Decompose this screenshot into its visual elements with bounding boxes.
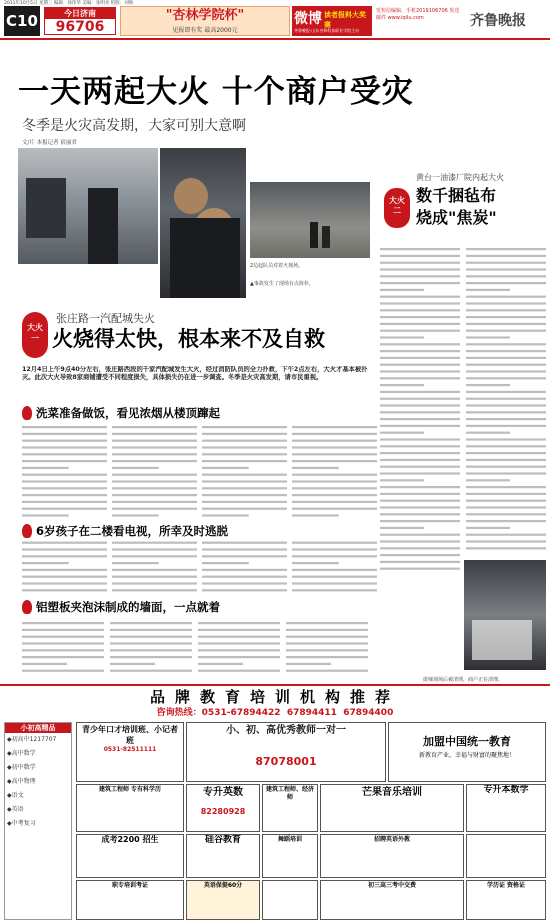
sidebar-head: 小初高精品 (5, 723, 71, 733)
story1-kicker: 张庄路一汽配城失火 (56, 312, 155, 325)
story2-title-2: 烧成"焦炭" (416, 208, 497, 227)
text-line (466, 268, 546, 270)
text-line (22, 487, 107, 489)
ad-english-60[interactable]: 英语保提60分 (186, 880, 260, 920)
ad-math-upgrade[interactable]: 专升本数学 (466, 784, 546, 832)
text-line (380, 350, 460, 352)
text-line (380, 364, 460, 366)
photo-caption-2: ▲事故发生了现场有点简朴。 (250, 281, 314, 287)
text-line (202, 460, 287, 462)
text-line (22, 589, 107, 591)
text-line (292, 569, 377, 571)
text-line (22, 480, 107, 482)
weibo-sub: 齐鲁晚报·山东杏林科技职业学院主办 (294, 28, 360, 33)
ads-phones: 咨询热线：0531-67894422 67894411 67894400 (156, 708, 394, 718)
text-line (380, 248, 460, 250)
ad-foreign-teacher[interactable]: 招聘英语外教 (320, 834, 464, 878)
text-line (380, 411, 460, 413)
text-line (22, 555, 107, 557)
text-line (22, 460, 107, 462)
text-line (380, 438, 460, 440)
text-line (22, 656, 104, 658)
weibo-label: 微博 (294, 11, 322, 27)
text-line (380, 432, 424, 434)
text-line (198, 663, 243, 665)
text-line (198, 629, 280, 631)
flame-icon (22, 406, 32, 420)
text-line (110, 663, 155, 665)
text-line (112, 569, 197, 571)
text-line (466, 425, 546, 427)
text-line (380, 445, 460, 447)
text-line (202, 440, 287, 442)
text-line (110, 656, 192, 658)
text-line (292, 426, 377, 428)
text-line (22, 453, 107, 455)
text-line (202, 426, 287, 428)
text-line (22, 629, 104, 631)
text-line (380, 493, 460, 495)
text-line (380, 384, 424, 386)
story2-header (368, 168, 548, 238)
text-line (202, 514, 249, 516)
sidebar-item[interactable]: ◆高中物理 (7, 778, 36, 785)
text-line (22, 514, 69, 516)
text-line (198, 656, 280, 658)
ad-engineering[interactable]: 建筑工程师 专有科学历 (76, 784, 184, 832)
ad-engineering-2[interactable]: 建筑工程师、经济师 (262, 784, 318, 832)
text-line (22, 622, 104, 624)
ad-silicon-valley[interactable]: 硅谷教育 (186, 834, 260, 878)
text-line (466, 432, 510, 434)
text-line (466, 302, 546, 304)
text-line (380, 255, 460, 257)
text-line (286, 629, 368, 631)
text-line (112, 576, 197, 578)
page-number: C10 (4, 6, 40, 36)
story1-tag: 大火 一 (22, 312, 48, 358)
main-headline: 一天两起大火 十个商户受灾 (18, 74, 414, 110)
text-line (380, 330, 460, 332)
ad-math-upgrade-2[interactable] (466, 834, 546, 878)
text-line (286, 663, 331, 665)
text-line (112, 446, 197, 448)
text-line (112, 433, 197, 435)
text-line (292, 589, 377, 591)
text-line (466, 527, 510, 529)
ads-banner: 品牌教育培训机构推荐 (149, 688, 400, 706)
text-line (380, 554, 460, 556)
sidebar-item[interactable]: ◆高中数学 (7, 750, 36, 757)
text-line (286, 642, 368, 644)
text-line (202, 555, 287, 557)
flame-icon (22, 600, 32, 614)
text-line (112, 474, 197, 476)
text-line (202, 562, 249, 564)
text-line (202, 501, 287, 503)
text-line (202, 487, 287, 489)
text-line (292, 460, 377, 462)
text-line (292, 494, 377, 496)
text-line (202, 480, 287, 482)
text-line (466, 384, 510, 386)
text-line (202, 446, 287, 448)
story1-lead: 12月4日上午9点40分左右，张庄路西段的千家汽配城发生大火，经过消防队员的全力扑救，下午2点左右，大火才基本被扑灭。此次大火导致8家商铺遭受不同程度损失，具体损失仍在进一步调查。冬季是火灾高发期，请市民重视。 (22, 366, 368, 381)
text-line (22, 569, 107, 571)
photo-caption-3: 废墟现场后被清理，商户正在清理。 (422, 677, 503, 683)
text-line (110, 622, 192, 624)
text-line (112, 542, 197, 544)
text-line (292, 548, 377, 550)
text-line (22, 542, 107, 544)
ad-kids-eloquence[interactable]: 青少年口才培训班、小记者班 0531-82511111 (76, 722, 184, 782)
text-line (466, 540, 546, 542)
text-line (380, 398, 460, 400)
text-line (466, 364, 546, 366)
text-line (22, 636, 104, 638)
text-line (292, 576, 377, 578)
text-line (466, 547, 546, 549)
text-line (466, 248, 546, 250)
text-line (466, 391, 546, 393)
text-line (110, 649, 192, 651)
column-name: 今日济南 (45, 8, 115, 19)
text-line (466, 370, 546, 372)
ad-certificates[interactable]: 学历证 资格证 (466, 880, 546, 920)
column-tag (44, 7, 116, 35)
story2-title-1: 数千捆毡布 (416, 186, 497, 205)
text-line (22, 663, 67, 665)
sidebar-item[interactable]: ◆英语 (7, 806, 24, 813)
text-line (380, 486, 460, 488)
subhead-2: 6岁孩子在二楼看电视，所幸及时逃脱 (22, 522, 292, 540)
text-line (380, 425, 460, 427)
text-line (112, 467, 159, 469)
sidebar-item[interactable]: ◆语文 (7, 792, 24, 799)
text-line (110, 670, 192, 672)
text-line (112, 426, 197, 428)
subhead-1: 洗菜准备做饭，看见浓烟从楼顶蹿起 (22, 404, 378, 422)
contest-title: "杏林学院杯" (165, 8, 245, 23)
text-line (466, 398, 546, 400)
text-line (380, 452, 460, 454)
text-line (286, 670, 368, 672)
text-line (112, 487, 197, 489)
text-line (466, 289, 510, 291)
text-line (380, 289, 424, 291)
text-line (466, 506, 546, 508)
text-line (22, 670, 104, 672)
text-line (22, 494, 107, 496)
text-line (380, 309, 460, 311)
text-line (110, 636, 192, 638)
ad-engineer-3[interactable] (262, 880, 318, 920)
text-line (292, 433, 377, 435)
text-line (466, 343, 546, 345)
text-line (380, 262, 460, 264)
text-line (22, 508, 107, 510)
text-line (466, 479, 510, 481)
text-line (380, 357, 460, 359)
text-line (110, 629, 192, 631)
text-line (380, 547, 460, 549)
text-line (112, 453, 197, 455)
text-line (466, 336, 510, 338)
text-line (22, 582, 107, 584)
text-line (292, 514, 339, 516)
text-line (380, 391, 460, 393)
text-line (202, 494, 287, 496)
text-line (380, 472, 460, 474)
text-line (202, 508, 287, 510)
ads-divider (0, 684, 550, 686)
text-line (466, 500, 546, 502)
text-line (292, 542, 377, 544)
text-line (198, 636, 280, 638)
text-line (380, 336, 424, 338)
text-line (466, 296, 546, 298)
text-line (202, 569, 287, 571)
text-line (466, 404, 546, 406)
text-line (466, 459, 546, 461)
text-line (292, 562, 339, 564)
text-line (380, 568, 460, 570)
text-line (22, 440, 107, 442)
text-line (466, 316, 546, 318)
ad-vocational[interactable]: 职专培训考证 (76, 880, 184, 920)
text-line (202, 474, 287, 476)
subhead-3: 铝塑板夹泡沫制成的墙面，一点就着 (22, 598, 292, 616)
text-line (202, 453, 287, 455)
text-line (198, 670, 280, 672)
text-line (380, 540, 460, 542)
text-line (202, 467, 249, 469)
text-line (466, 309, 546, 311)
text-line (380, 316, 460, 318)
text-line (466, 330, 546, 332)
text-line (22, 576, 107, 578)
byline: 文/片 本报记者 宿丽君 (22, 140, 77, 146)
text-line (198, 622, 280, 624)
fire-scene-photo-3 (464, 560, 546, 670)
text-line (380, 459, 460, 461)
text-line (112, 589, 197, 591)
ad-english-upgrade[interactable]: 专升英数 82280928 (186, 784, 260, 832)
text-line (466, 513, 546, 515)
story1-body-lines (22, 424, 378, 594)
text-line (466, 445, 546, 447)
text-line (466, 275, 546, 277)
weibo-contact: 发短信编辑、手机2019106706 发送邮件 www.iqilu.com (376, 8, 460, 21)
text-line (22, 501, 107, 503)
text-line (198, 642, 280, 644)
text-line (292, 582, 377, 584)
text-line (380, 282, 460, 284)
text-line (466, 438, 546, 440)
weibo-banner[interactable] (292, 6, 372, 36)
text-line (202, 542, 287, 544)
weibo-slogan: 读者报料大奖赛 (324, 11, 366, 29)
main-subheadline: 冬季是火灾高发期，大家可别大意啊 (22, 118, 246, 134)
text-line (380, 343, 460, 345)
sidebar-item[interactable]: ◆中考复习 (7, 820, 36, 827)
contest-sub: 见报即有奖 最高2000元 (172, 27, 238, 34)
victims-photo (160, 148, 246, 298)
text-line (380, 418, 460, 420)
text-line (466, 520, 546, 522)
photo-caption-1: 2边起队员对着火现场。 (250, 263, 304, 269)
text-line (202, 433, 287, 435)
newspaper-brand: 齐鲁晚报 (470, 13, 526, 29)
text-line (112, 582, 197, 584)
text-line (286, 656, 368, 658)
text-line (110, 642, 192, 644)
text-line (292, 446, 377, 448)
fire-scene-photo-2 (250, 182, 370, 258)
text-line (112, 508, 197, 510)
text-line (286, 622, 368, 624)
text-line (466, 418, 546, 420)
ad-exam-prep[interactable]: 初三高三考中交费 (320, 880, 464, 920)
text-line (466, 323, 546, 325)
text-line (466, 472, 546, 474)
text-line (292, 508, 377, 510)
text-line (112, 480, 197, 482)
text-line (466, 357, 546, 359)
text-line (198, 649, 280, 651)
text-line (466, 282, 546, 284)
text-line (22, 548, 107, 550)
text-line (112, 501, 197, 503)
text-line (112, 460, 197, 462)
text-line (380, 268, 460, 270)
text-line (466, 466, 546, 468)
text-line (466, 486, 546, 488)
text-line (466, 262, 546, 264)
text-line (380, 500, 460, 502)
text-line (380, 479, 424, 481)
text-line (202, 576, 287, 578)
text-line (286, 636, 368, 638)
text-line (22, 467, 69, 469)
text-line (380, 466, 460, 468)
text-line (22, 446, 107, 448)
text-line (112, 562, 159, 564)
ad-franchise[interactable]: 加盟中国统一教育 新教育产业，幸福与财富的聚焦地！ (388, 722, 546, 782)
text-line (466, 377, 546, 379)
text-line (22, 649, 104, 651)
text-line (466, 411, 546, 413)
ad-dance[interactable]: 舞蹈培训 (262, 834, 318, 878)
text-line (380, 561, 460, 563)
text-line (202, 582, 287, 584)
text-line (466, 452, 546, 454)
text-line (292, 453, 377, 455)
text-line (292, 480, 377, 482)
text-line (466, 534, 546, 536)
ad-music[interactable]: 芒果音乐培训 (320, 784, 464, 832)
text-line (380, 527, 424, 529)
fire-scene-photo-1 (18, 148, 158, 264)
text-line (380, 370, 460, 372)
text-line (466, 350, 546, 352)
text-line (292, 474, 377, 476)
masthead-divider (0, 38, 550, 40)
text-line (292, 467, 339, 469)
text-line (380, 296, 460, 298)
text-line (22, 562, 69, 564)
text-line (22, 433, 107, 435)
text-line (380, 302, 460, 304)
text-line (202, 589, 287, 591)
sidebar-item[interactable]: ◆初中数学 (7, 764, 36, 771)
text-line (22, 426, 107, 428)
text-line (466, 255, 546, 257)
sidebar-item[interactable]: ◆初高中1217707 (7, 736, 57, 743)
ads-sidebar (4, 722, 72, 920)
text-line (380, 404, 460, 406)
text-line (380, 323, 460, 325)
text-line (292, 501, 377, 503)
contest-banner[interactable] (120, 6, 290, 36)
text-line (22, 642, 104, 644)
text-line (380, 275, 460, 277)
top-dateline: 2011年10月5日 星期三 编辑：徐伟华 美编：张明亮 组版：刘焕 (4, 1, 134, 6)
text-line (292, 555, 377, 557)
text-line (112, 555, 197, 557)
text-line (380, 513, 460, 515)
story2-kicker: 黄台一油漆厂院内起大火 (416, 173, 504, 182)
text-line (292, 440, 377, 442)
text-line (292, 487, 377, 489)
text-line (380, 534, 460, 536)
hotline-number: 96706 (55, 19, 105, 35)
text-line (380, 377, 460, 379)
story2-tag: 大火 二 (384, 188, 410, 228)
text-line (112, 494, 197, 496)
text-line (112, 514, 159, 516)
text-line (380, 506, 460, 508)
text-line (202, 548, 287, 550)
text-line (286, 649, 368, 651)
ad-adult-exam[interactable]: 成考2200 招生 (76, 834, 184, 878)
text-line (112, 440, 197, 442)
text-line (380, 520, 460, 522)
story1-title: 火烧得太快，根本来不及自救 (52, 327, 325, 351)
text-line (22, 474, 107, 476)
story2-body-lines (380, 246, 546, 586)
ad-tutoring[interactable]: 小、初、高优秀教师一对一 87078001 (186, 722, 386, 782)
text-line (112, 548, 197, 550)
text-line (466, 493, 546, 495)
